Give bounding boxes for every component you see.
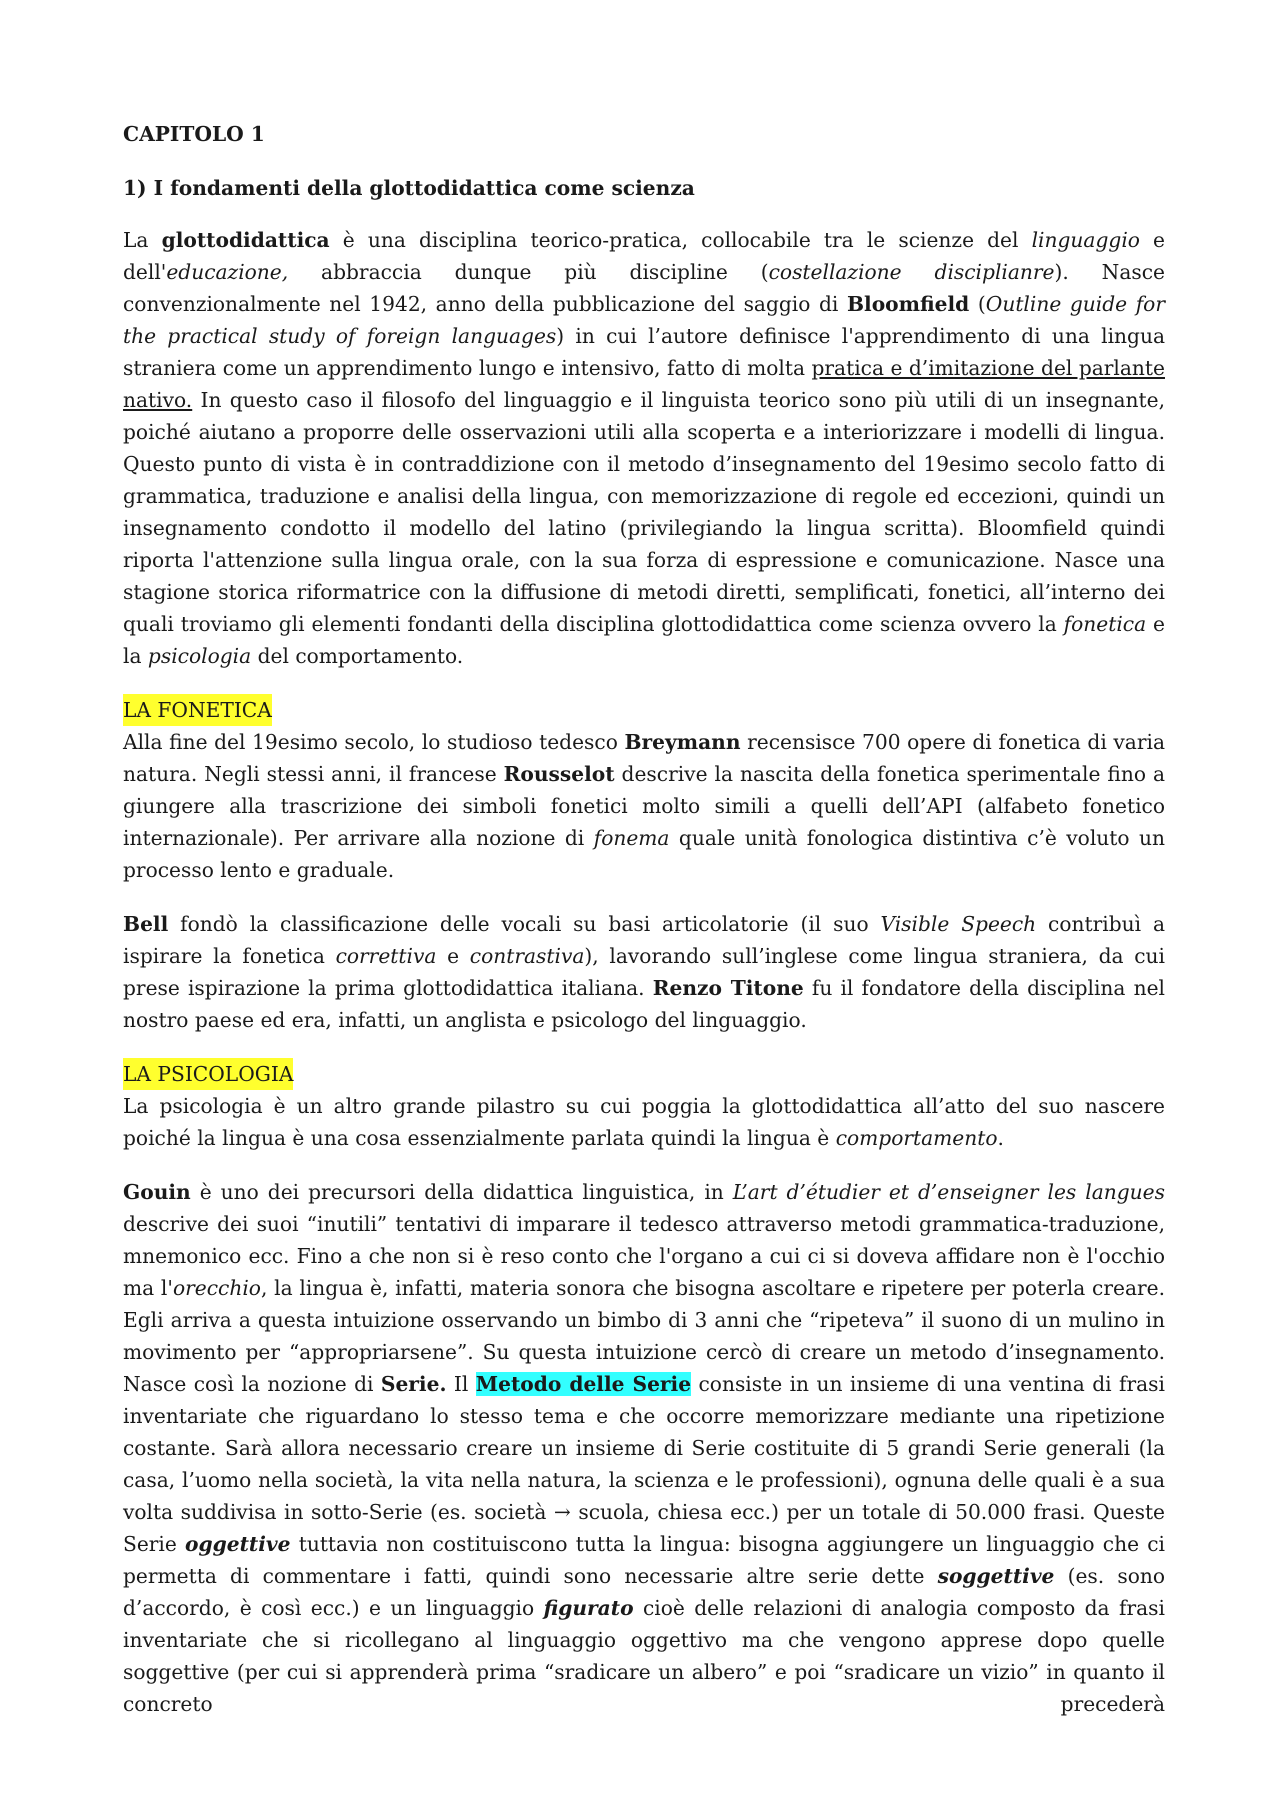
term-figurato: figurato (543, 1596, 634, 1620)
underlined-phrase: pratica e d’imitazione del parlante nativo. (123, 356, 1165, 412)
intro-paragraph: La glottodidattica è una disciplina teorico-pratica, collocabile tra le scienze del linguaggio e dell'educazione, abbraccia dunque più discipline (costellazione disciplianre). Nasce convenzionalmente nel 1942, anno della pubblicazione del saggio di Bloomfield (Outline guide for the practical study of foreign languages) in cui l’autore definisce l'apprendimento di una lingua straniera come un apprendimento lungo e intensivo, fatto di molta pratica e d’imitazione del parlante nativo. In questo caso il filosofo del linguaggio e il linguista teorico sono più utili di un insegnante, poiché aiutano a proporre delle osservazioni utili alla scoperta e a interiorizzare i modelli di lingua. Questo punto di vista è in contraddizione con il metodo d’insegnamento del 19esimo secolo fatto di grammatica, traduzione e analisi della lingua, con memorizzazione di regole ed eccezioni, quindi un insegnamento condotto il modello del latino (privilegiando la lingua scritta). Bloomfield quindi riporta l'attenzione sulla lingua orale, con la sua forza di espressione e comunicazione. Nasce una stagione storica riformatrice con la diffusione di metodi diretti, semplificati, fonetici, all’interno dei quali troviamo gli elementi fondanti della disciplina glottodidattica come scienza ovvero la fonetica e la psicologia del comportamento. (123, 228, 1166, 668)
document-page (123, 118, 1165, 1720)
psicologia-section: LA PSICOLOGIA La psicologia è un altro grande pilastro su cui poggia la glottodidattica all’atto del suo nascere poiché la lingua è una cosa essenzialmente parlata quindi la lingua è comportamento. (123, 1058, 1165, 1154)
name-bloomfield: Bloomfield (846, 292, 970, 316)
term-oggettive: oggettive (185, 1532, 291, 1556)
term-soggettive: soggettive (937, 1564, 1055, 1588)
term-glottodidattica: glottodidattica (161, 228, 330, 252)
book-title-bloomfield: Outline guide for the practical study of foreign languages (123, 292, 1165, 348)
section-title: 1) I fondamenti della glottodidattica come scienza (123, 176, 695, 200)
name-breymann: Breymann (624, 730, 741, 754)
name-rousselot: Rousselot (503, 762, 615, 786)
fonetica-section: LA FONETICA Alla fine del 19esimo secolo, lo studioso tedesco Breymann recensisce 700 opere di fonetica di varia natura. Negli stessi anni, il francese Rousselot descrive la nascita della fonetica sperimentale fino a giungere alla trascrizione dei simboli fonetici molto simili a quelli dell’API (alfabeto fonetico internazionale). Per arrivare alla nozione di fonema quale unità fonologica distintiva c’è voluto un processo lento e graduale. (123, 694, 1165, 886)
name-bell: Bell (123, 912, 169, 936)
name-gouin: Gouin (123, 1180, 191, 1204)
metodo-delle-serie-highlight: Metodo delle Serie (475, 1372, 692, 1396)
bell-paragraph: Bell fondò la classificazione delle vocali su basi articolatorie (il suo Visible Speech contribuì a ispirare la fonetica correttiva e contrastiva), lavorando sull’inglese come lingua straniera, da cui prese ispirazione la prima glottodidattica italiana. Renzo Titone fu il fondatore della disciplina nel nostro paese ed era, infatti, un anglista e psicologo del linguaggio. (123, 912, 1166, 1032)
book-title-gouin: L’art d’étudier et d’enseigner les langues (732, 1180, 1165, 1204)
psicologia-heading: LA PSICOLOGIA (123, 1058, 293, 1090)
name-renzo-titone: Renzo Titone (652, 976, 804, 1000)
chapter-title: CAPITOLO 1 (123, 122, 265, 146)
term-serie: Serie. (380, 1372, 447, 1396)
gouin-paragraph: Gouin è uno dei precursori della didattica linguistica, in L’art d’étudier et d’enseigner les langues descrive dei suoi “inutili” tentativi di imparare il tedesco attraverso metodi grammatica-traduzione, mnemonico ecc. Fino a che non si è reso conto che l'organo a cui ci si doveva affidare non è l'occhio ma l'orecchio, la lingua è, infatti, materia sonora che bisogna ascoltare e ripetere per poterla creare. Egli arriva a questa intuizione osservando un bimbo di 3 anni che “ripeteva” il suono di un mulino in movimento per “appropriarsene”. Su questa intuizione cercò di creare un metodo d’insegnamento. Nasce così la nozione di Serie. Il Metodo delle Serie consiste in un insieme di una ventina di frasi inventariate che riguardano lo stesso tema e che occorre memorizzare mediante una ripetizione costante. Sarà allora necessario creare un insieme di Serie costituite di 5 grandi Serie generali (la casa, l’uomo nella società, la vita nella natura, la scienza e le professioni), ognuna delle quali è a sua volta suddivisa in sotto-Serie (es. società → scuola, chiesa ecc.) per un totale di 50.000 frasi. Queste Serie oggettive tuttavia non costituiscono tutta la lingua: bisogna aggiungere un linguaggio che ci permetta di commentare i fatti, quindi sono necessarie altre serie dette soggettive (es. sono d’accordo, è così ecc.) e un linguaggio figurato cioè delle relazioni di analogia composto da frasi inventariate che si ricollegano al linguaggio oggettivo ma che vengono apprese dopo quelle soggettive (per cui si apprenderà prima “sradicare un albero” e poi “sradicare un vizio” in quanto il concreto precederà (123, 1180, 1166, 1716)
fonetica-heading: LA FONETICA (123, 694, 272, 726)
